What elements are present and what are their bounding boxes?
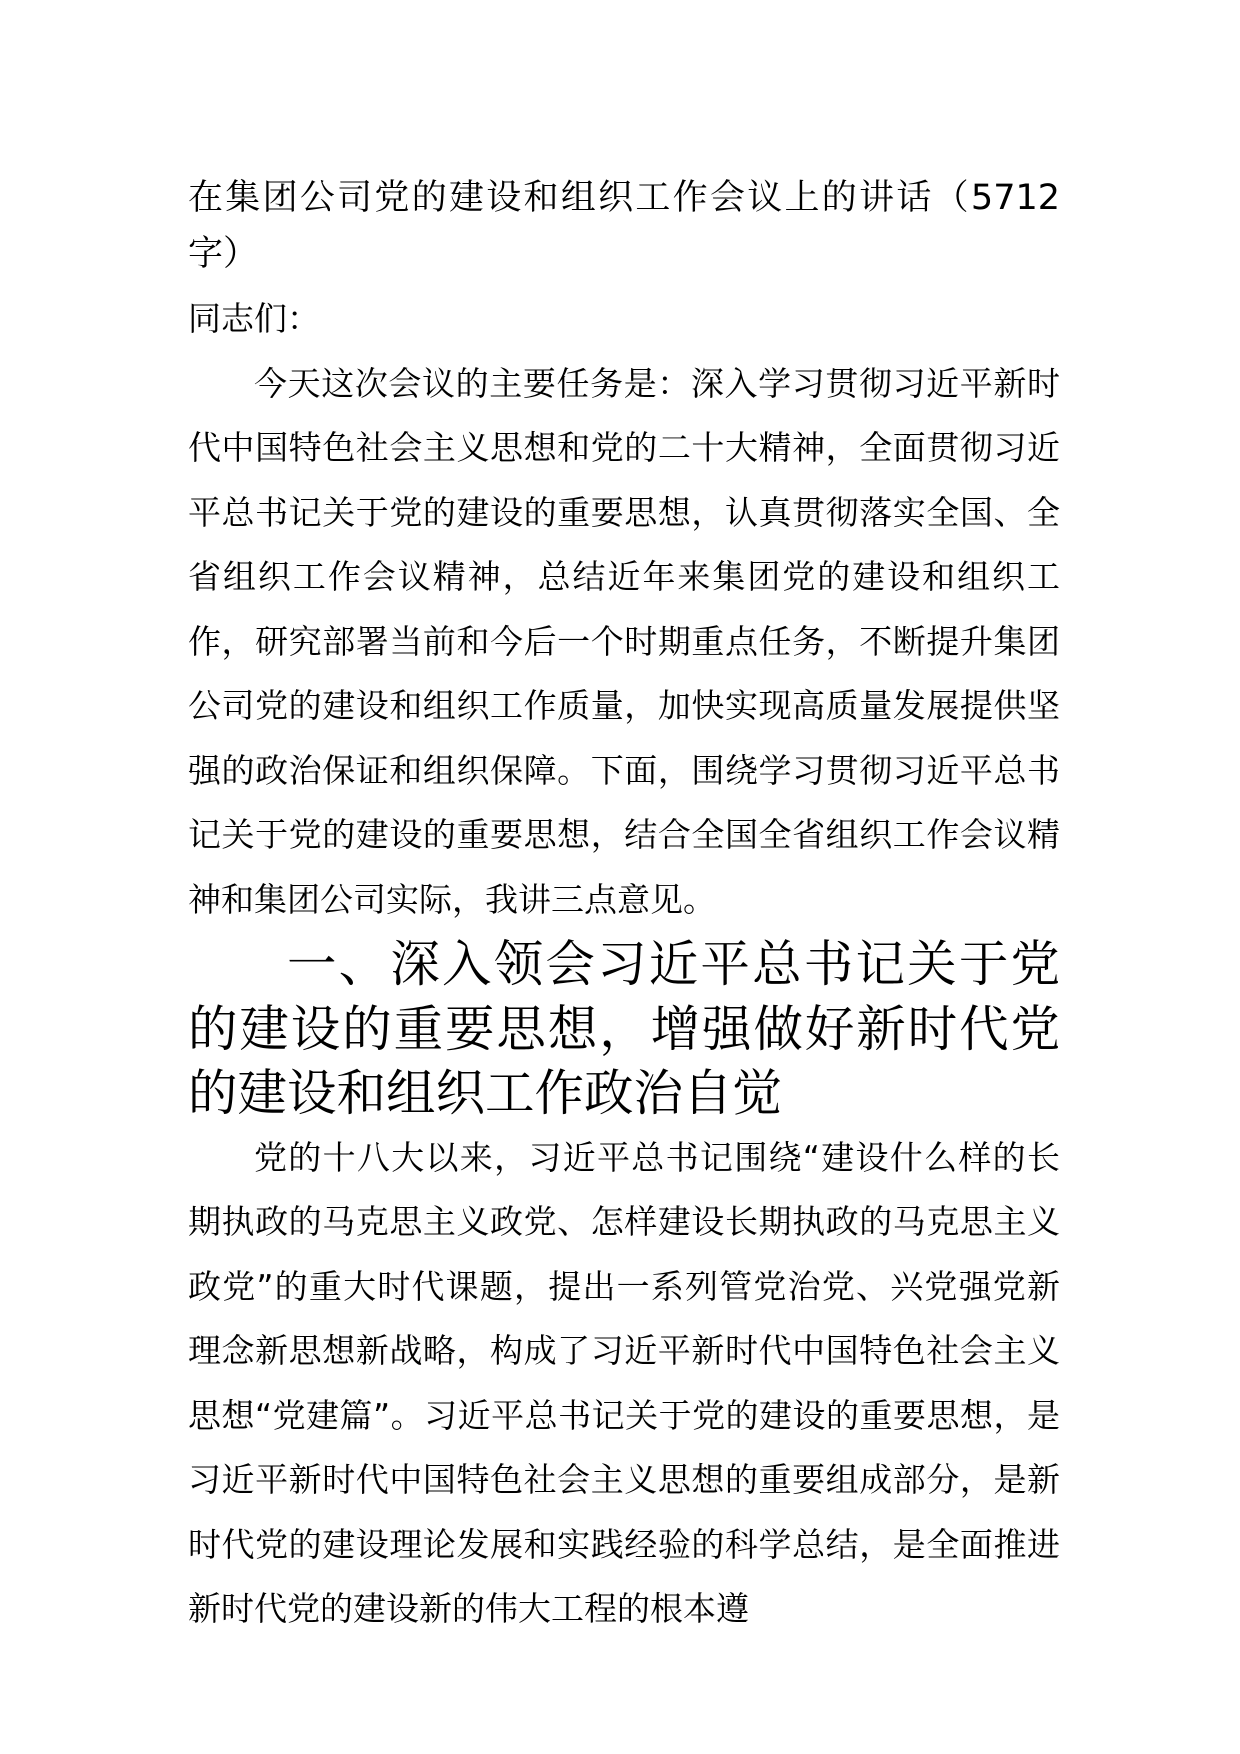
intro-paragraph: 今天这次会议的主要任务是：深入学习贯彻习近平新时代中国特色社会主义思想和党的二十大精神，全面贯彻习近平总书记关于党的建设的重要思想，认真贯彻落实全国、全省组织工作会议精神，总结近年来集团党的建设和组织工作，研究部署当前和今后一个时期重点任务，不断提升集团公司党的建设和组织工作质量，加快实现高质量发展提供坚强的政治保证和组织保障。下面，围绕学习贯彻习近平总书记关于党的建设的重要思想，结合全国全省组织工作会议精神和集团公司实际，我讲三点意见。 xyxy=(188,363,1060,919)
section-heading: 一、深入领会习近平总书记关于党的建设的重要思想，增强做好新时代党的建设和组织工作政治自觉 xyxy=(188,935,1060,1122)
document-page xyxy=(188,170,1060,1642)
greeting: 同志们： xyxy=(188,299,320,338)
section-paragraph: 党的十八大以来，习近平总书记围绕“建设什么样的长期执政的马克思主义政党、怎样建设长期执政的马克思主义政党”的重大时代课题，提出一系列管党治党、兴党强党新理念新思想新战略，构成了习近平新时代中国特色社会主义思想“党建篇”。习近平总书记关于党的建设的重要思想，是习近平新时代中国特色社会主义思想的重要组成部分，是新时代党的建设理论发展和实践经验的科学总结，是全面推进新时代党的建设新的伟大工程的根本遵 xyxy=(188,1137,1060,1628)
document-title: 在集团公司党的建设和组织工作会议上的讲话（5712字） xyxy=(188,178,1060,274)
